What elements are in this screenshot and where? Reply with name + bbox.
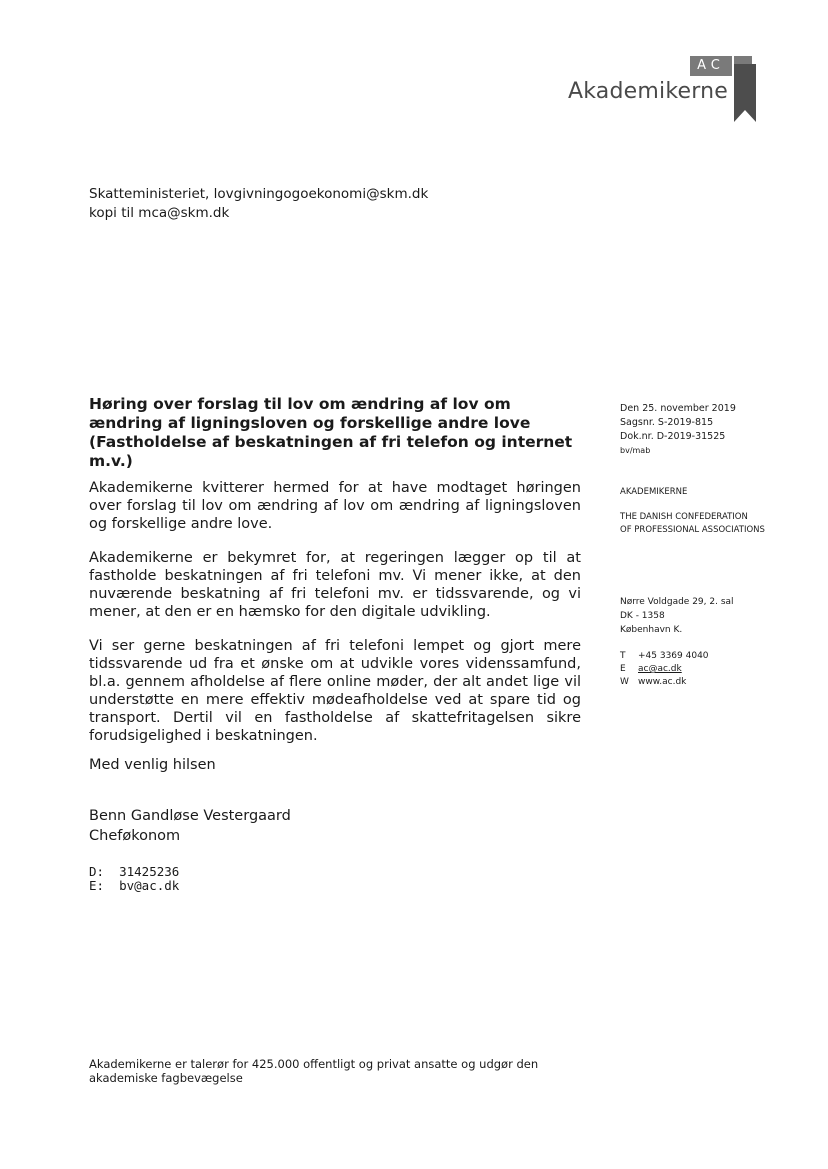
signer-direct-phone: D: 31425236 [89, 864, 180, 879]
email-row [620, 663, 709, 676]
web-row [620, 676, 709, 689]
phone-row [620, 650, 709, 663]
letter-date: Den 25. november 2019 [620, 403, 736, 414]
phone-label: T [620, 651, 626, 661]
closing-greeting: Med venlig hilsen [89, 757, 216, 773]
email-link[interactable]: ac@ac.dk [638, 664, 682, 674]
address-city: København K. [620, 625, 683, 635]
signer-title: Cheføkonom [89, 828, 181, 844]
org-address [620, 595, 734, 637]
org-contact [620, 650, 709, 689]
page-footer: Akademikerne er talerør for 425.000 offentligt og privat ansatte og udgør den akademiske fagbevægelse [89, 1057, 539, 1085]
logo-initials: AC [690, 56, 732, 76]
org-name: AKADEMIKERNE [620, 487, 688, 497]
email-label: E [620, 664, 626, 674]
signature-block [89, 806, 291, 846]
case-number: Sagsnr. S-2019-815 [620, 417, 714, 428]
body-paragraph: Akademikerne kvitterer hermed for at have modtaget høringen over forslag til lov om ændring af lov om ændring af ligningsloven og forskellige andre love. [89, 480, 581, 532]
address-postal: DK - 1358 [620, 611, 665, 621]
letter-subject: Høring over forslag til lov om ændring af lov om ændring af ligningsloven og forskellige andre love (Fastholdelse af beskatningen af fri telefon og internet m.v.) [89, 395, 573, 470]
org-english-name-line: OF PROFESSIONAL ASSOCIATIONS [620, 525, 765, 535]
org-english-name-line: THE DANISH CONFEDERATION [620, 512, 748, 522]
recipient-block [89, 185, 428, 223]
body-paragraph: Akademikerne er bekymret for, at regeringen lægger op til at fastholde beskatningen af fri telefoni mv. Vi mener ikke, at den nuværende beskatning af fri telefoni mv. er tidssvarende, og vi mener, at den er en hæmsko for den digitale udvikling. [89, 550, 581, 620]
signer-email: E: bv@ac.dk [89, 878, 180, 893]
logo-ribbon-icon [734, 56, 756, 122]
author-initials: bv/mab [620, 446, 651, 455]
web-label: W [620, 677, 629, 687]
signer-contact [89, 865, 179, 893]
recipient-line: Skatteministeriet, lovgivningogoekonomi@skm.dk [89, 186, 429, 202]
signer-name: Benn Gandløse Vestergaard [89, 808, 291, 824]
organization-block [620, 486, 765, 537]
letter-metadata [620, 402, 736, 458]
address-street: Nørre Voldgade 29, 2. sal [620, 597, 734, 607]
document-number: Dok.nr. D-2019-31525 [620, 431, 726, 442]
recipient-cc-line: kopi til mca@skm.dk [89, 205, 230, 221]
web-link[interactable]: www.ac.dk [638, 677, 687, 687]
body-paragraph: Vi ser gerne beskatningen af fri telefoni lempet og gjort mere tidssvarende ud fra et ønske om at udvikle vores videnssamfund, bl.a. gennem afholdelse af flere online møder, der alt andet lige vil understøtte en mere effektiv mødeafholdelse ved at spare tid og transport. Dertil vil en fastholdelse af skattefritagelsen sikre forudsigelighed i beskatningen. [89, 638, 581, 744]
logo-wordmark: Akademikerne [568, 79, 728, 104]
phone-value: +45 3369 4040 [638, 651, 709, 661]
letter-body [89, 479, 581, 761]
